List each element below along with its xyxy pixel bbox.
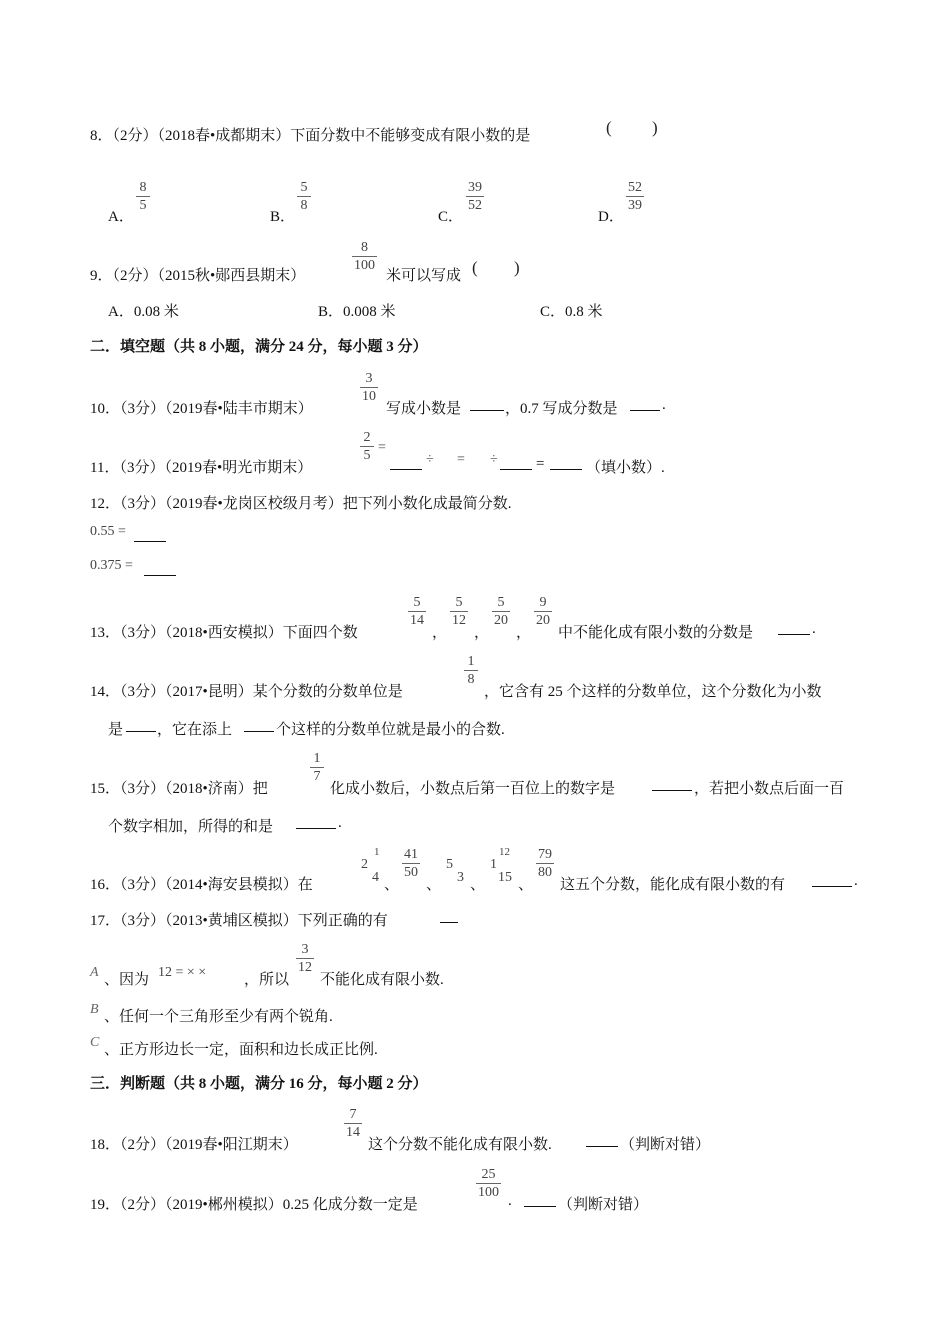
question-13-suffix: 中不能化成有限小数的分数是: [558, 625, 754, 641]
answer-paren-open: (: [472, 258, 478, 277]
answer-blank: [144, 562, 176, 576]
question-18-judge: （判断对错）: [620, 1137, 711, 1153]
question-18-fraction: 7 14: [346, 1107, 360, 1140]
mixed-number-whole: 2: [361, 857, 368, 872]
option-c: C．0.8 米: [540, 304, 603, 320]
question-13-prefix: 13．（3分）（2018•西安模拟）下面四个数: [90, 625, 358, 641]
question-16-fraction-2: 41 50: [404, 847, 418, 880]
question-10-fraction: 3 10: [362, 371, 376, 404]
equals-sign: =: [457, 452, 465, 467]
separator: 、: [384, 877, 400, 893]
answer-blank: [652, 777, 692, 791]
question-14-prefix: 14．（3分）（2017•昆明）某个分数的分数单位是: [90, 684, 403, 700]
question-15-line2-b: .: [338, 815, 342, 831]
answer-paren-close: ): [514, 258, 520, 277]
option-a-fraction: 3 12: [298, 942, 312, 975]
option-c-label: C．: [438, 209, 464, 225]
question-19-prefix: 19．（2分）（2019•郴州模拟）0.25 化成分数一定是: [90, 1197, 418, 1213]
option-a-label: A: [90, 965, 99, 980]
question-10-end: .: [662, 397, 666, 413]
answer-blank: [134, 528, 166, 542]
question-14-line2-c: 个这样的分数单位就是最小的合数.: [276, 722, 505, 738]
answer-blank: [440, 909, 458, 923]
question-13-fraction-3: 5 20: [494, 595, 508, 628]
answer-blank: [244, 718, 274, 732]
question-19-judge: （判断对错）: [558, 1197, 649, 1213]
separator: 、: [518, 877, 534, 893]
question-8-text: 8．（2分）（2018春•成都期末）下面分数中不能够变成有限小数的是: [90, 128, 531, 144]
option-a-text: ，所以: [244, 972, 290, 988]
answer-blank: [296, 815, 336, 829]
question-11-suffix: （填小数）.: [586, 460, 665, 476]
question-14-line2-b: ，它在添上: [157, 722, 233, 738]
answer-blank: [524, 1193, 556, 1207]
question-18-suffix: 这个分数不能化成有限小数.: [368, 1137, 552, 1153]
question-10-text-a: 写成小数是: [386, 401, 462, 417]
answer-blank: [630, 397, 660, 411]
answer-blank: [470, 397, 504, 411]
question-13-fraction-4: 9 20: [536, 595, 550, 628]
question-13-end: .: [812, 621, 816, 637]
question-14-line2-a: 是: [108, 722, 124, 738]
equals-sign: =: [536, 456, 545, 472]
question-10-text-b: ，0.7 写成分数是: [505, 401, 618, 417]
answer-blank: [586, 1133, 618, 1147]
answer-paren-close: ): [652, 118, 658, 137]
mixed-number-whole: 1: [490, 857, 497, 872]
question-10-prefix: 10．（3分）（2019春•陆丰市期末）: [90, 401, 313, 417]
question-15-fraction: 1 7: [310, 751, 324, 784]
question-15-prefix: 15．（3分）（2018•济南）把: [90, 781, 268, 797]
divide-sign: ÷: [490, 452, 498, 467]
question-16-end: .: [854, 873, 858, 889]
equals-sign: =: [378, 440, 386, 455]
mixed-number-denominator: 15: [498, 870, 512, 885]
option-a: A．0.08 米: [108, 304, 179, 320]
option-d-fraction: 52 39: [628, 180, 642, 213]
mixed-number-numerator: 12: [499, 846, 510, 858]
question-15-line2-a: 个数字相加，所得的和是: [108, 819, 274, 835]
section-heading-fill-blank: 二．填空题（共 8 小题，满分 24 分，每小题 3 分）: [90, 339, 428, 355]
divide-sign: ÷: [426, 452, 434, 467]
option-a-text: 不能化成有限小数.: [320, 972, 444, 988]
question-12-line1: 0.55 =: [90, 524, 126, 539]
separator: ，: [474, 625, 490, 641]
question-15-suffix2: ，若把小数点后面一百: [694, 781, 845, 797]
question-11-fraction: 2 5: [360, 430, 374, 463]
question-19-dot: .: [508, 1193, 512, 1209]
question-16-fraction-5: 79 80: [538, 847, 552, 880]
question-15-suffix: 化成小数后，小数点后第一百位上的数字是: [330, 781, 616, 797]
answer-blank: [778, 621, 810, 635]
option-b-label: B．: [270, 209, 296, 225]
question-14-suffix: ，它含有 25 个这样的分数单位，这个分数化为小数: [484, 684, 822, 700]
option-a-math: 12 = × ×: [158, 965, 207, 980]
option-d-label: D．: [598, 209, 624, 225]
question-16-suffix: 这五个分数，能化成有限小数的有: [560, 877, 786, 893]
question-11-prefix: 11．（3分）（2019春•明光市期末）: [90, 460, 313, 476]
question-19-fraction: 25 100: [478, 1167, 499, 1200]
option-c-label: C: [90, 1035, 100, 1050]
section-heading-true-false: 三．判断题（共 8 小题，满分 16 分，每小题 2 分）: [90, 1076, 428, 1092]
separator: 、: [426, 877, 442, 893]
option-b: B．0.008 米: [318, 304, 396, 320]
question-12-line2: 0.375 =: [90, 558, 133, 573]
question-18-prefix: 18．（2分）（2019春•阳江期末）: [90, 1137, 298, 1153]
option-a-text: 、因为: [104, 972, 150, 988]
answer-blank: [390, 456, 422, 470]
answer-blank: [812, 873, 852, 887]
question-14-fraction: 1 8: [464, 654, 478, 687]
question-17-text: 17．（3分）（2013•黄埔区模拟）下列正确的有: [90, 913, 388, 929]
question-9-fraction: 8 100: [354, 240, 375, 273]
answer-blank: [500, 456, 532, 470]
mixed-number-whole: 5: [446, 857, 453, 872]
option-b-text: 、任何一个三角形至少有两个锐角.: [104, 1009, 333, 1025]
question-13-fraction-2: 5 12: [452, 595, 466, 628]
separator: 、: [470, 877, 486, 893]
mixed-number-denominator: 4: [372, 870, 379, 885]
option-c-text: 、正方形边长一定，面积和边长成正比例.: [104, 1042, 378, 1058]
question-9-prefix: 9．（2分）（2015秋•郧西县期末）: [90, 268, 306, 284]
question-9-suffix: 米可以写成: [386, 268, 462, 284]
mixed-number-denominator: 3: [457, 870, 464, 885]
answer-blank: [126, 718, 156, 732]
question-13-fraction-1: 5 14: [410, 595, 424, 628]
question-12-text: 12．（3分）（2019春•龙岗区校级月考）把下列小数化成最简分数.: [90, 496, 512, 512]
option-b-label: B: [90, 1002, 99, 1017]
option-a-label: A．: [108, 209, 134, 225]
separator: ，: [516, 625, 532, 641]
mixed-number-numerator: 1: [374, 846, 380, 858]
question-16-prefix: 16．（3分）（2014•海安县模拟）在: [90, 877, 313, 893]
option-c-fraction: 39 52: [468, 180, 482, 213]
option-a-fraction: 8 5: [136, 180, 150, 213]
answer-paren-open: (: [606, 118, 612, 137]
separator: ，: [432, 625, 448, 641]
option-b-fraction: 5 8: [297, 180, 311, 213]
answer-blank: [550, 456, 582, 470]
